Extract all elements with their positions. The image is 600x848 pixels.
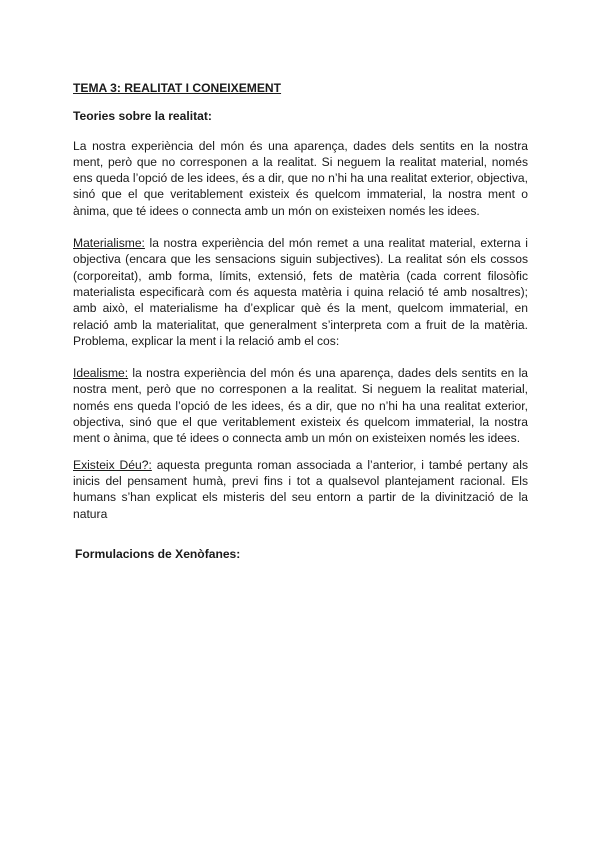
idealisme-term: Idealisme:: [73, 366, 129, 381]
document-page: [73, 80, 528, 562]
section-subtitle: Teories sobre la realitat:: [73, 109, 212, 124]
intro-paragraph: La nostra experiència del món és una aparença, dades dels sentits en la nostra ment, però que no corresponen a la realitat. Si neguem la realitat material, només ens queda l’opció de les idees, és a dir, que no n’hi ha una realitat exterior, objectiva, sinó que el que veritablement existeix és quelcom immaterial, la nostra ment o ànima, que té idees o connecta amb un món on existeixen només les idees.: [73, 138, 528, 218]
existeix-deu-term: Existeix Déu?:: [73, 457, 152, 472]
existeix-deu-text: aquesta pregunta roman associada a l’anterior, i també pertany als inicis del pensament humà, previ fins i tot a qualsevol plantejament racional. Els humans s’han explicat els misteris del seu entorn a partir de la divinització de la natura: [73, 457, 528, 521]
idealisme-paragraph: [73, 365, 528, 446]
materialisme-text: la nostra experiència del món remet a una realitat material, externa i objectiva (encara que les sensacions siguin subjectives). La realitat són els cossos (corporeitat), amb forma, límits, extensió, fets de matèria (cada corrent filosòfic materialista especificarà com és aquesta matèria i quina relació té amb nosaltres); amb això, el materialisme ha d’explicar què és la ment, quelcom immaterial, en relació amb la materialitat, que generalment s’interpreta com a fruit de la matèria. Problema, explicar la ment i la relació amb el cos:: [73, 236, 528, 348]
materialisme-paragraph: [73, 235, 528, 349]
materialisme-term: Materialisme:: [73, 236, 145, 251]
formulacions-heading: Formulacions de Xenòfanes:: [75, 546, 241, 561]
idealisme-text: la nostra experiència del món és una aparença, dades dels sentits en la nostra ment, però que no corresponen a la realitat. Si neguem la realitat material, només ens queda l’opció de les idees, és a dir, que no n’hi ha una realitat exterior, objectiva, sinó que el que veritablement existeix és quelcom immaterial, la nostra ment o ànima, que té idees o connecta amb un món on existeixen només les idees.: [73, 366, 528, 446]
document-title: TEMA 3: REALITAT I CONEIXEMENT: [73, 81, 282, 95]
existeix-deu-paragraph: [73, 457, 528, 522]
